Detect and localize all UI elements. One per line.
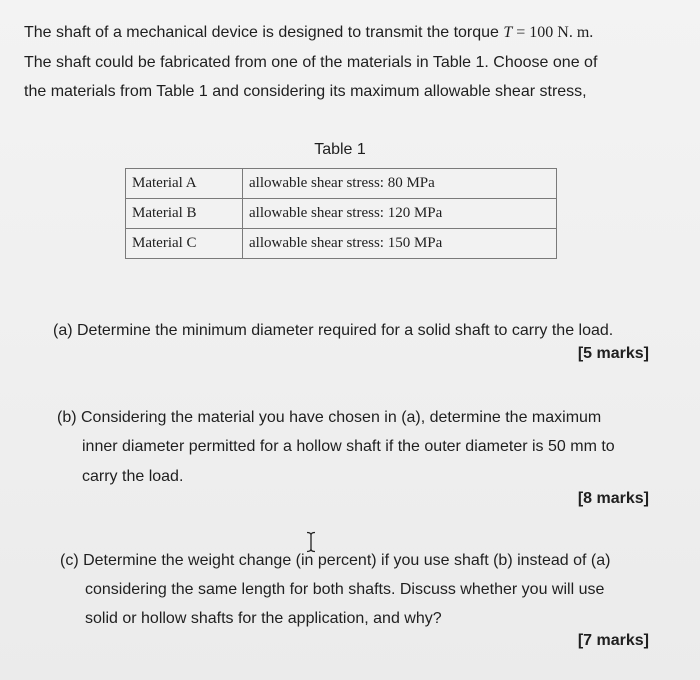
table-row (126, 169, 557, 199)
torque-value: = 100 N. m. (512, 24, 594, 41)
table-caption: Table 1 (314, 141, 366, 158)
question-b-marks: [8 marks] (577, 490, 649, 507)
property-cell: allowable shear stress: 150 MPa (243, 229, 557, 259)
question-a: (a) Determine the minimum diameter required for a solid shaft to carry the load. (53, 322, 614, 339)
material-cell: Material B (126, 199, 243, 229)
intro-line-1-text: The shaft of a mechanical device is designed to transmit the torque (24, 24, 504, 41)
question-a-marks: [5 marks] (577, 345, 649, 362)
question-b-line-2: inner diameter permitted for a hollow shaft if the outer diameter is 50 mm to (82, 438, 615, 455)
table-row (126, 199, 557, 229)
question-c-marks: [7 marks] (577, 632, 649, 649)
question-b-line-1: (b) Considering the material you have chosen in (a), determine the maximum (57, 409, 602, 426)
torque-symbol: T (503, 24, 513, 41)
material-cell: Material C (126, 229, 243, 259)
property-cell: allowable shear stress: 120 MPa (243, 199, 557, 229)
question-b-line-3: carry the load. (82, 468, 184, 485)
materials-table (125, 168, 557, 259)
question-c-line-3: solid or hollow shafts for the application, and why? (85, 610, 442, 627)
material-cell: Material A (126, 169, 243, 199)
property-cell: allowable shear stress: 80 MPa (243, 169, 557, 199)
intro-line-1 (24, 18, 674, 48)
question-c-line-2: considering the same length for both shafts. Discuss whether you will use (85, 581, 605, 598)
intro-line-2: The shaft could be fabricated from one of the materials in Table 1. Choose one of (24, 53, 598, 71)
table-row (126, 229, 557, 259)
question-c-line-1: (c) Determine the weight change (in percent) if you use shaft (b) instead of (a) (60, 552, 611, 569)
intro-line-3: the materials from Table 1 and considering its maximum allowable shear stress, (24, 83, 587, 100)
problem-intro (24, 18, 674, 107)
